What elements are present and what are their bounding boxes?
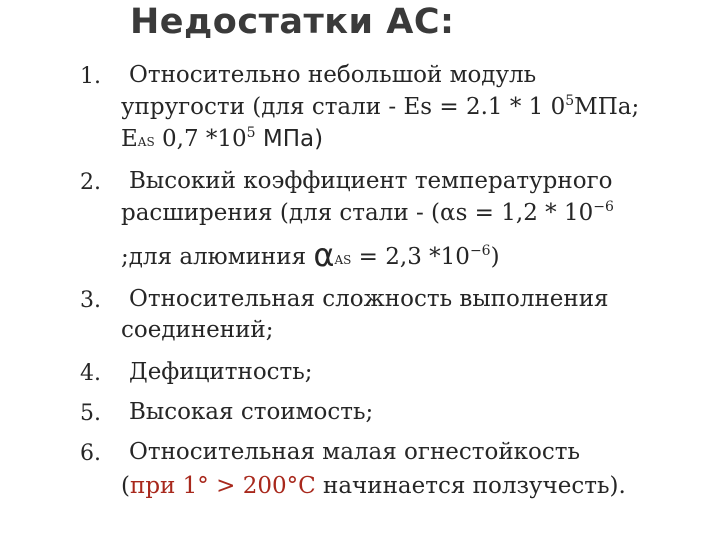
item-text-line: Высокий коэффициент температурного — [129, 168, 613, 194]
item-number: 1. — [80, 64, 101, 89]
page-title: Недостатки АС: — [130, 2, 455, 42]
item-text-line: ;для алюминия αAS = 2,3 $*10^{-6}$) — [121, 236, 500, 274]
alpha-symbol: α — [313, 236, 335, 274]
item-text-line: расширения (для стали - ($\alpha s = 1,2 * 10^{-6}$ — [121, 199, 614, 226]
item-text-line: упругости (для стали - Es = 2.1 * 1 $0^5МПа$; — [121, 93, 640, 120]
item-text-line: Относительная малая огнестойкость — [129, 439, 581, 465]
item-number: 5. — [80, 401, 101, 426]
highlight-text: при 1° > 200°С — [129, 473, 316, 499]
item-text-line: Дефицитность; — [129, 359, 313, 385]
item-text-line: Относительно небольшой модуль — [129, 62, 537, 88]
item-text-line: Высокая стоимость; — [129, 399, 374, 425]
item-text-line: соединений; — [121, 317, 274, 343]
item-number: 6. — [80, 441, 101, 466]
item-number: 4. — [80, 361, 101, 386]
item-text-line: (при 1° > 200°С начинается ползучесть). — [121, 473, 626, 499]
item-number: 2. — [80, 170, 101, 195]
item-text-line: EAS 0,7 $*10^5$ МПа) — [121, 125, 324, 152]
item-text-line: Относительная сложность выполнения — [129, 286, 609, 312]
item-number: 3. — [80, 288, 101, 313]
